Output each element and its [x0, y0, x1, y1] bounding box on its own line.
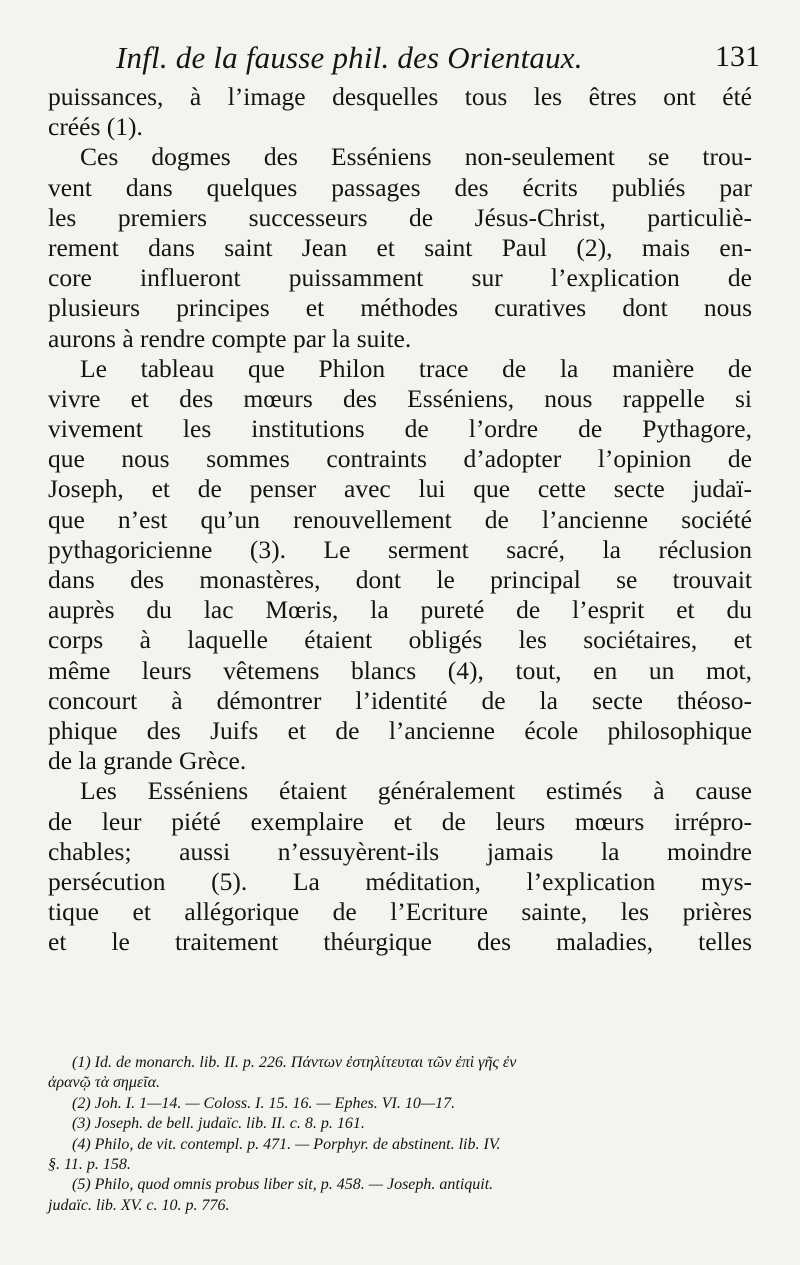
text-line: créés (1). — [48, 112, 143, 142]
text-line: pythagoricienne (3). Le serment sacré, la réclusion — [48, 534, 752, 564]
footnote-line: ἀρανῷ τὰ σημεῖα. — [48, 1074, 161, 1092]
text-line: Les Esséniens étaient généralement estimés à cause — [80, 776, 752, 806]
page-number: 131 — [715, 40, 760, 73]
text-line: vent dans quelques passages des écrits publiés par — [48, 172, 752, 202]
text-line: que nous sommes contraints d’adopter l’opinion de — [48, 444, 752, 474]
paragraph-1 — [48, 82, 752, 142]
text-line: tique et allégorique de l’Ecriture sainte, les prières — [48, 897, 752, 927]
paragraph-2 — [48, 142, 752, 353]
footnote-line: (4) Philo, de vit. contempl. p. 471. — Porphyr. de abstinent. lib. IV. — [72, 1135, 501, 1153]
footnote-line: judaïc. lib. XV. c. 10. p. 776. — [48, 1196, 230, 1214]
text-line: auprès du lac Mœris, la pureté de l’esprit et du — [48, 595, 752, 625]
text-line: vivre et des mœurs des Esséniens, nous rappelle si — [48, 383, 752, 413]
body-text — [48, 82, 752, 957]
text-line: et le traitement théurgique des maladies, telles — [48, 927, 752, 957]
text-line: core influeront puissamment sur l’explication de — [48, 263, 752, 293]
running-title: Infl. de la fausse phil. des Orientaux. — [116, 40, 583, 75]
footnote-line: (2) Joh. I. 1—14. — Coloss. I. 15. 16. — Ephes. VI. 10—17. — [72, 1094, 456, 1112]
footnote-2 — [48, 1094, 760, 1114]
text-line: de la grande Grèce. — [48, 746, 247, 776]
text-line: Joseph, et de penser avec lui que cette secte judaï- — [48, 474, 752, 504]
paragraph-3 — [48, 354, 752, 777]
footnote-3 — [48, 1114, 760, 1134]
text-line: aurons à rendre compte par la suite. — [48, 323, 412, 353]
text-line: Le tableau que Philon trace de la manière de — [80, 353, 752, 383]
footnotes — [48, 1053, 760, 1216]
text-line: que n’est qu’un renouvellement de l’ancienne société — [48, 504, 752, 534]
text-line: puissances, à l’image desquelles tous les êtres ont été — [48, 82, 752, 111]
text-line: plusieurs principes et méthodes curatives dont nous — [48, 293, 752, 323]
footnote-line: (1) Id. de monarch. lib. II. p. 226. Πάντων ἐστηλίτευται τῶν ἐπὶ γῆς ἐν — [72, 1054, 517, 1071]
text-line: concourt à démontrer l’identité de la secte théoso- — [48, 685, 752, 715]
footnote-5 — [48, 1175, 760, 1216]
text-line: dans des monastères, dont le principal se trouvait — [48, 565, 752, 594]
text-line: les premiers successeurs de Jésus-Christ, particuliè- — [48, 202, 752, 232]
footnote-line: (5) Philo, quod omnis probus liber sit, p. 458. — Joseph. antiquit. — [72, 1176, 494, 1194]
text-line: même leurs vêtemens blancs (4), tout, en un mot, — [48, 655, 752, 685]
footnote-4 — [48, 1135, 760, 1176]
footnote-1 — [48, 1053, 760, 1094]
running-head — [48, 40, 760, 80]
text-line: vivement les institutions de l’ordre de Pythagore, — [48, 414, 752, 444]
footnote-line: (3) Joseph. de bell. judaïc. lib. II. c. 8. p. 161. — [72, 1115, 365, 1133]
footnote-line: §. 11. p. 158. — [48, 1155, 131, 1173]
text-line: phique des Juifs et de l’ancienne école philosophique — [48, 715, 752, 745]
text-line: Ces dogmes des Esséniens non-seulement se trou- — [80, 142, 752, 172]
text-line: persécution (5). La méditation, l’explication mys- — [48, 866, 752, 896]
paragraph-4 — [48, 776, 752, 957]
text-line: chables; aussi n’essuyèrent-ils jamais la moindre — [48, 836, 752, 866]
text-line: de leur piété exemplaire et de leurs mœurs irrépro- — [48, 806, 752, 836]
text-line: corps à laquelle étaient obligés les sociétaires, et — [48, 625, 752, 655]
text-line: rement dans saint Jean et saint Paul (2), mais en- — [48, 232, 752, 262]
